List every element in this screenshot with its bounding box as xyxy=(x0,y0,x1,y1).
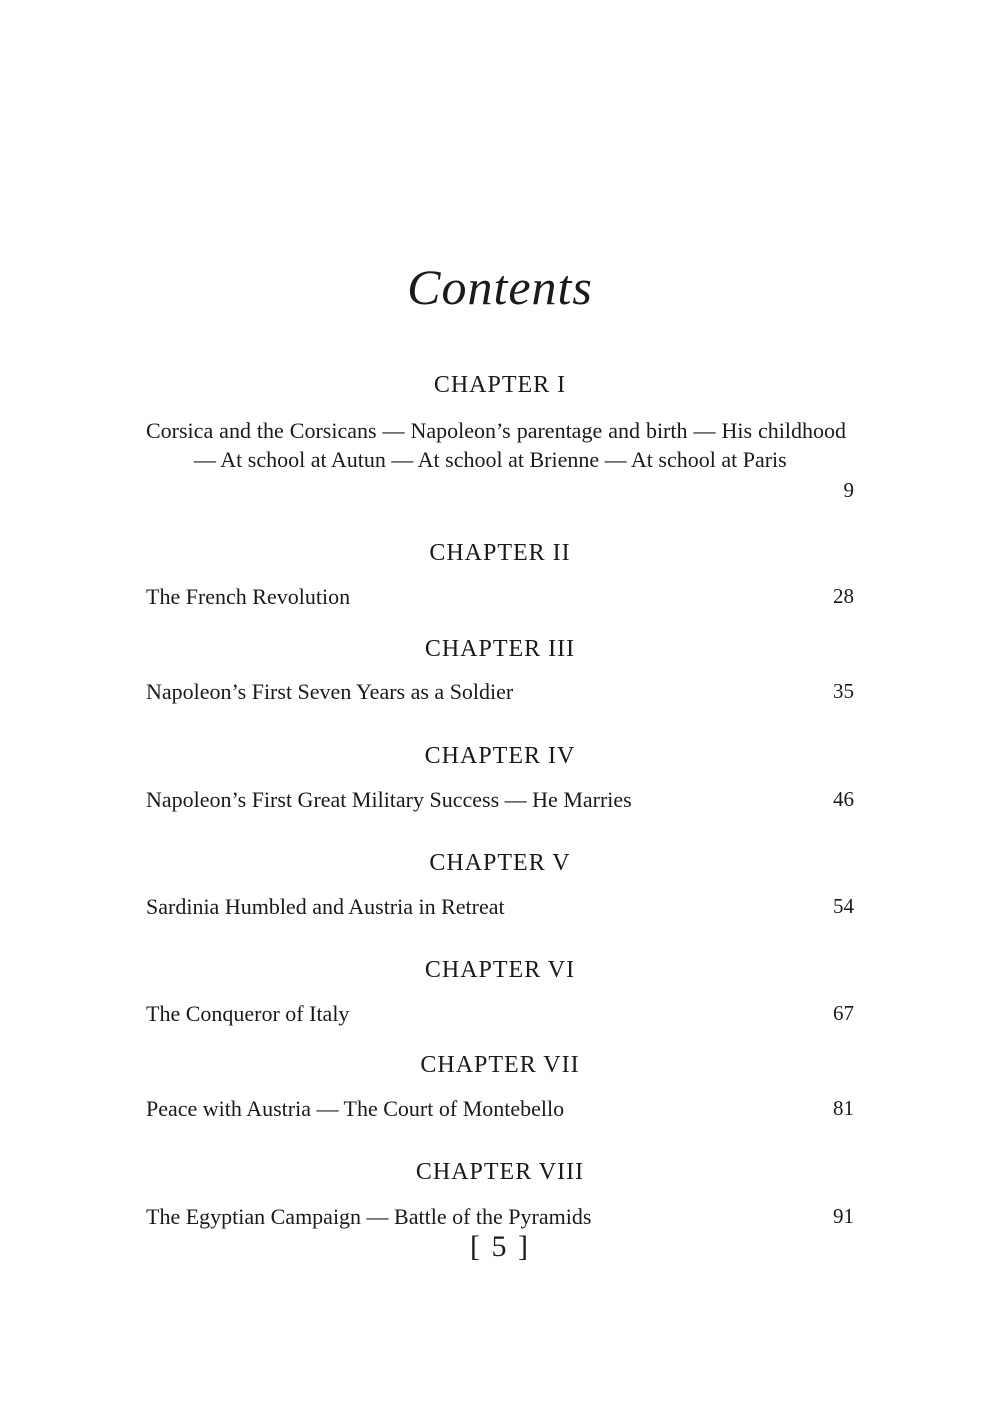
chapter-heading: CHAPTER IV xyxy=(424,743,576,769)
chapter-entry-title: Sardinia Humbled and Austria in Retreat xyxy=(146,894,505,919)
chapter-heading: CHAPTER VIII xyxy=(415,1159,585,1185)
chapter-entry-title: The French Revolution xyxy=(146,584,351,609)
chapter-page-number: 54 xyxy=(833,894,854,918)
chapter-heading: CHAPTER I xyxy=(433,372,567,398)
chapter-page-number: 28 xyxy=(833,584,854,608)
chapter-page-number: 35 xyxy=(833,679,854,703)
chapter-entry-title: Corsica and the Corsicans — Napoleon’s parentage and birth — His childhood — At school at Autun — At school at Brienne — At school at Paris xyxy=(146,418,846,472)
chapter-page-number: 67 xyxy=(833,1001,854,1025)
chapter-page-number: 46 xyxy=(833,787,854,811)
chapter-entry-title: Napoleon’s First Great Military Success — He Marries xyxy=(146,787,632,812)
chapter-heading: CHAPTER V xyxy=(429,850,571,876)
chapter-heading: CHAPTER III xyxy=(424,636,576,662)
chapter-page-number: 9 xyxy=(843,478,854,502)
chapter-entry-title: Napoleon’s First Seven Years as a Soldier xyxy=(146,679,514,704)
chapter-entry-title: Peace with Austria — The Court of Montebello xyxy=(146,1096,565,1121)
chapter-entry-title: The Conqueror of Italy xyxy=(146,1001,350,1026)
chapter-heading: CHAPTER VII xyxy=(420,1052,580,1078)
chapter-heading: CHAPTER VI xyxy=(424,957,576,983)
page-folio: [ 5 ] xyxy=(470,1230,530,1263)
page-title: Contents xyxy=(407,259,593,315)
chapter-entry-title: The Egyptian Campaign — Battle of the Pyramids xyxy=(146,1204,592,1229)
chapter-heading: CHAPTER II xyxy=(429,540,571,566)
chapter-page-number: 91 xyxy=(833,1204,854,1228)
chapter-page-number: 81 xyxy=(833,1096,854,1120)
